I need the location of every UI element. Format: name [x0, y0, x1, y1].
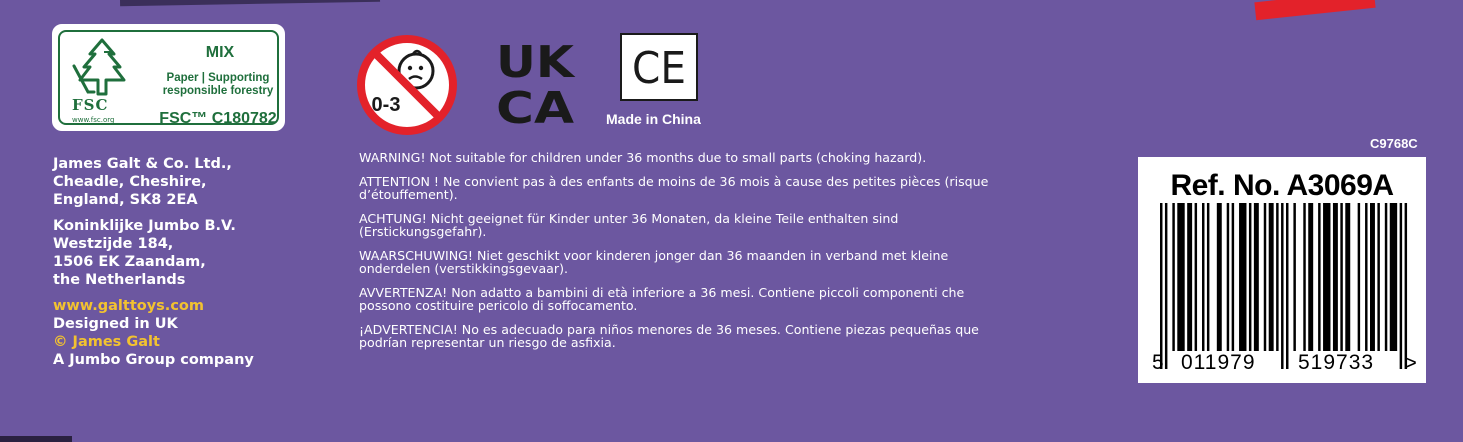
- barcode-digits-left: 011979: [1181, 351, 1256, 374]
- fsc-license-code: FSC™ C180782: [159, 110, 277, 127]
- website-link: www.galttoys.com: [53, 298, 204, 314]
- barcode-bar: [1165, 203, 1167, 369]
- address-line: Cheadle, Cheshire,: [53, 174, 207, 190]
- barcode-panel: [1138, 157, 1426, 383]
- barcode-digits-right: 519733: [1298, 351, 1375, 374]
- ukca-mark-icon: [494, 39, 576, 125]
- galt-address: [53, 155, 313, 209]
- barcode-bar: [1400, 203, 1402, 369]
- barcode-bar: [1318, 203, 1320, 351]
- copyright-notice: © James Galt: [53, 334, 160, 350]
- ukca-bottom: CA: [496, 83, 574, 125]
- barcode-bar: [1202, 203, 1204, 351]
- barcode-bar: [1308, 203, 1313, 351]
- made-in-label: Made in China: [606, 111, 701, 127]
- warning-dutch: WAARSCHUWING! Niet geschikt voor kinderen jonger dan 36 maanden in verband met kleine onderdelen (verstikkingsgevaar).: [359, 248, 949, 276]
- group-notice: A Jumbo Group company: [53, 352, 254, 368]
- address-line: Westzijde 184,: [53, 236, 174, 252]
- barcode-bar: [1377, 203, 1379, 351]
- jumbo-address: [53, 217, 313, 289]
- barcode-bar: [1286, 203, 1288, 369]
- barcode-bar: [1269, 203, 1274, 351]
- barcode-bar: [1333, 203, 1338, 351]
- package-edge-strip: [120, 0, 380, 6]
- barcode-bar: [1232, 203, 1234, 351]
- barcode-bar: [1254, 203, 1259, 351]
- address-line: Koninklijke Jumbo B.V.: [53, 218, 236, 234]
- company-info: [53, 155, 313, 377]
- barcode-bar: [1249, 203, 1251, 351]
- barcode-bar: [1217, 203, 1222, 351]
- barcode-bar: [1370, 203, 1375, 351]
- warning-french: ATTENTION ! Ne convient pas à des enfants de moins de 36 mois à cause des petites pièces (risque d’étouffement).: [359, 174, 989, 202]
- fsc-paper-line: Paper | Supporting: [166, 72, 270, 84]
- warning-spanish: ¡ADVERTENCIA! No es adecuado para niños menores de 36 meses. Contiene piezas pequeñas que podrían representar un riesgo de asfixia.: [359, 322, 979, 350]
- brand-info: [53, 297, 313, 369]
- barcode-bar: [1323, 203, 1330, 351]
- barcode-bar: [1239, 203, 1246, 351]
- warning-german: ACHTUNG! Nicht geeignet für Kinder unter 36 Monaten, da kleine Teile enthalten sind (Erstickungsgefahr).: [359, 211, 899, 239]
- reference-number: Ref. No. A3069A: [1170, 169, 1394, 202]
- age-range-label: 0-3: [371, 94, 401, 116]
- barcode-bar: [1195, 203, 1197, 351]
- barcode-bar: [1358, 203, 1360, 351]
- barcode-bar: [1405, 203, 1407, 369]
- fsc-wordmark: FSC: [72, 96, 109, 114]
- barcode-bar: [1340, 203, 1342, 351]
- package-red-edge: [1254, 0, 1375, 20]
- address-line: the Netherlands: [53, 272, 186, 288]
- fsc-paper-description: [152, 72, 284, 98]
- package-edge-corner: [0, 436, 72, 442]
- barcode-bar: [1390, 203, 1397, 351]
- ukca-top: UK: [496, 39, 576, 88]
- address-line: 1506 EK Zaandam,: [53, 254, 206, 270]
- barcode-bars: [1160, 203, 1412, 369]
- fsc-mix-title: MIX: [205, 44, 235, 61]
- barcode-lead-digit: 5: [1152, 351, 1164, 374]
- ce-mark-icon: [622, 35, 696, 99]
- address-line: James Galt & Co. Ltd.,: [53, 156, 232, 172]
- barcode-bar: [1281, 203, 1283, 369]
- barcode-bar: [1177, 203, 1184, 351]
- no-children-under-3-icon: [357, 35, 457, 135]
- ce-mark-box: [620, 33, 698, 101]
- barcode-bar: [1303, 203, 1305, 351]
- barcode-bar: [1264, 203, 1266, 351]
- address-line: England, SK8 2EA: [53, 192, 198, 208]
- barcode-bar: [1276, 203, 1278, 351]
- warning-italian: AVVERTENZA! Non adatto a bambini di età inferiore a 36 mesi. Contiene piccoli componenti che possono costituire pericolo di soffocamento.: [359, 285, 965, 313]
- warning-texts: [359, 151, 1019, 360]
- barcode-bar: [1293, 203, 1295, 351]
- barcode-end-mark: >: [1404, 350, 1417, 375]
- barcode-bar: [1365, 203, 1367, 351]
- barcode-bar: [1207, 203, 1209, 351]
- ce-mark-text: CE: [632, 43, 686, 94]
- barcode-bar: [1385, 203, 1387, 351]
- fsc-label: [52, 24, 285, 131]
- product-code: C9768C: [1370, 136, 1418, 151]
- barcode-bar: [1227, 203, 1229, 351]
- warning-english: WARNING! Not suitable for children under 36 months due to small parts (choking hazard).: [359, 150, 927, 165]
- barcode-bar: [1160, 203, 1162, 369]
- designed-in: Designed in UK: [53, 316, 178, 332]
- fsc-url: www.fsc.org: [72, 116, 115, 124]
- fsc-label-border: [58, 30, 279, 125]
- barcode-bar: [1187, 203, 1192, 351]
- fsc-paper-line: responsible forestry: [162, 85, 274, 97]
- barcode-bar: [1172, 203, 1174, 351]
- barcode-bar: [1345, 203, 1350, 351]
